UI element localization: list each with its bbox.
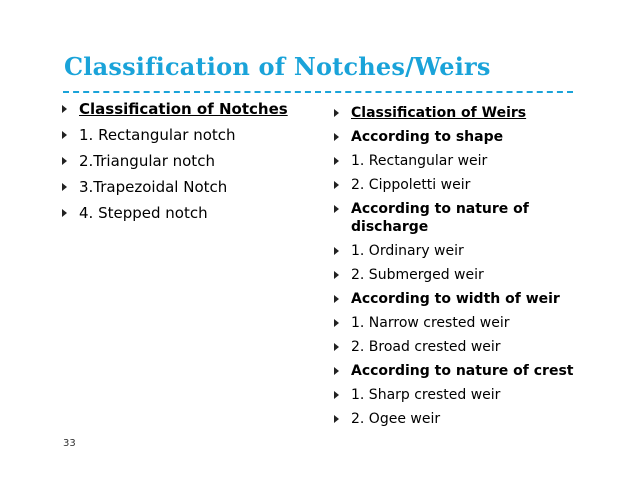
weir-classification-list [334,104,594,434]
slide-title: Classification of Notches/Weirs [64,52,491,81]
arrow-bullet-icon [334,415,339,423]
list-item-text: 2.Triangular notch [79,152,215,170]
list-item [334,314,594,332]
arrow-bullet-icon [334,367,339,375]
list-item [334,410,594,428]
list-item [62,178,312,196]
arrow-bullet-icon [334,247,339,255]
list-item-text: 2. Submerged weir [351,267,484,283]
list-item [334,200,594,236]
list-item [62,152,312,170]
list-item-text: According to nature of crest [351,363,574,379]
arrow-bullet-icon [334,109,339,117]
list-item-text: 1. Rectangular notch [79,126,236,144]
list-item [334,242,594,260]
list-item [334,152,594,170]
list-item-text: 1. Sharp crested weir [351,387,501,403]
list-item-text: Classification of Notches [79,100,288,118]
arrow-bullet-icon [334,391,339,399]
list-item [334,104,594,122]
arrow-bullet-icon [334,343,339,351]
list-item-text: 3.Trapezoidal Notch [79,178,228,196]
arrow-bullet-icon [334,133,339,141]
page-number: 33 [63,438,76,449]
list-item-text: According to shape [351,129,504,145]
list-item-text: 2. Cippoletti weir [351,177,471,193]
arrow-bullet-icon [62,183,67,191]
list-item [62,100,312,118]
list-item [334,290,594,308]
list-item [334,176,594,194]
list-item [334,386,594,404]
title-divider [63,91,573,93]
list-item-text: According to width of weir [351,291,560,307]
list-item-text: 4. Stepped notch [79,204,208,222]
list-item-text: 1. Narrow crested weir [351,315,510,331]
list-item [334,362,594,380]
list-item-text: 2. Ogee weir [351,411,441,427]
arrow-bullet-icon [334,181,339,189]
list-item-text: Classification of Weirs [351,105,527,121]
arrow-bullet-icon [334,157,339,165]
list-item-text: According to nature of discharge [351,201,529,235]
list-item [62,204,312,222]
list-item [334,266,594,284]
arrow-bullet-icon [62,131,67,139]
list-item-text: 2. Broad crested weir [351,339,501,355]
list-item [62,126,312,144]
arrow-bullet-icon [334,271,339,279]
list-item [334,128,594,146]
arrow-bullet-icon [62,157,67,165]
arrow-bullet-icon [62,105,67,113]
arrow-bullet-icon [62,209,67,217]
list-item-text: 1. Rectangular weir [351,153,488,169]
arrow-bullet-icon [334,295,339,303]
notch-classification-list [62,100,312,230]
arrow-bullet-icon [334,205,339,213]
list-item [334,338,594,356]
list-item-text: 1. Ordinary weir [351,243,464,259]
arrow-bullet-icon [334,319,339,327]
